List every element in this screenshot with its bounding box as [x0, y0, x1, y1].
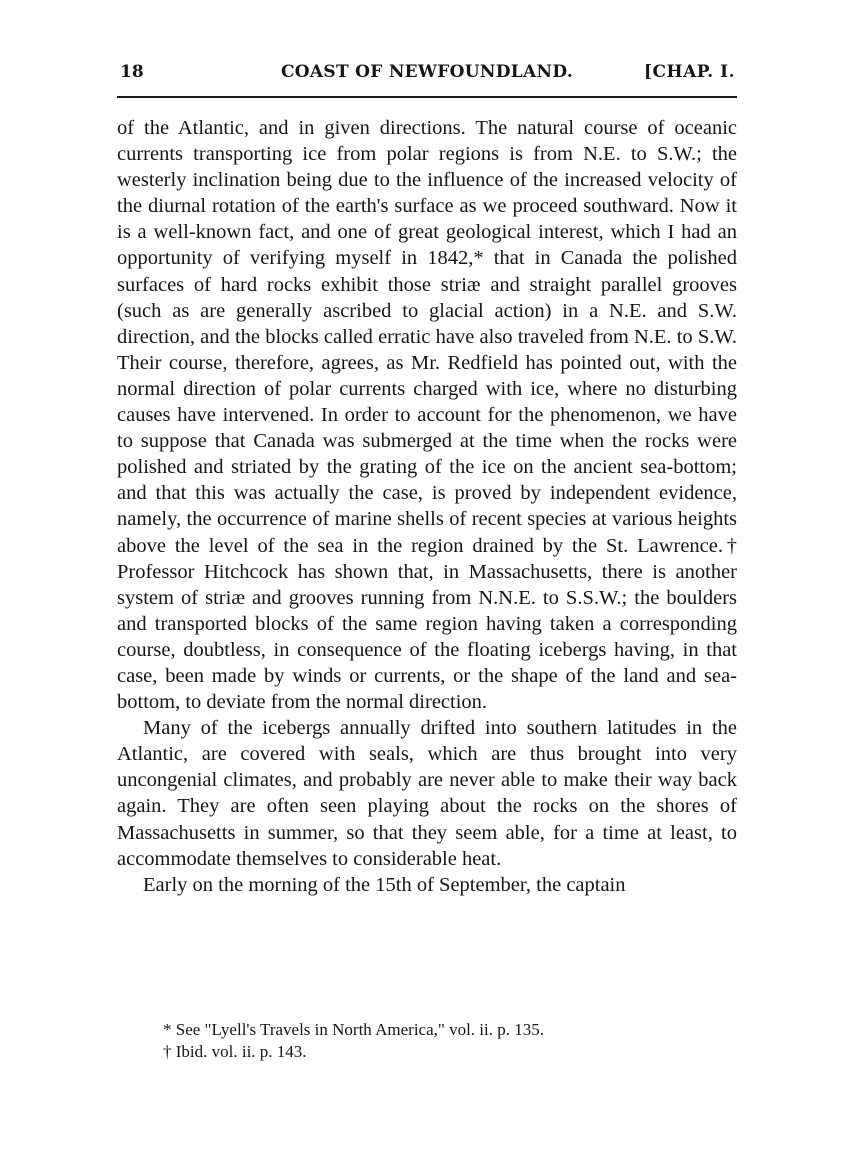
header-rule — [117, 96, 737, 98]
running-title: COAST OF NEWFOUNDLAND. — [280, 62, 574, 82]
chapter-label: [CHAP. I. — [643, 62, 735, 82]
paragraph-3: Early on the morning of the 15th of September, the captain — [143, 873, 626, 896]
body-text — [117, 115, 737, 898]
paragraph-2: Many of the icebergs annually drifted into southern latitudes in the Atlantic, are covered with seals, which are thus brought into very uncongenial climates, and probably are never able to make their way back again. They are often seen playing about the rocks on the shores of Massachusetts in summer, so that they seem able, for a time at least, to accommodate themselves to considerable heat. — [117, 717, 737, 870]
footnote-2: † Ibid. vol. ii. p. 143. — [163, 1042, 307, 1061]
footnotes — [117, 1019, 737, 1063]
footnote-1: * See "Lyell's Travels in North America," vol. ii. p. 135. — [163, 1020, 544, 1039]
page-number: 18 — [120, 62, 144, 82]
paragraph-1: of the Atlantic, and in given directions. The natural course of oceanic currents transporting ice from polar regions is from N.E. to S.W.; the westerly inclination being due to the influence of the increased velocity of the diurnal rotation of the earth's surface as we proceed southward. Now it is a well-known fact, and one of great geological interest, which I had an opportunity of verifying myself in 1842,* that in Canada the polished surfaces of hard rocks exhibit those striæ and straight parallel grooves (such as are generally ascribed to glacial action) in a N.E. and S.W. direction, and the blocks called erratic have also traveled from N.E. to S.W. Their course, therefore, agrees, as Mr. Redfield has pointed out, with the normal direction of polar currents charged with ice, where no disturbing causes have intervened. In order to account for the phenomenon, we have to suppose that Canada was submerged at the time when the rocks were polished and striated by the grating of the ice on the ancient sea-bottom; and that this was actually the case, is proved by independent evidence, namely, the occurrence of marine shells of recent species at various heights above the level of the sea in the region drained by the St. Lawrence.† Professor Hitchcock has shown that, in Massachusetts, there is another system of striæ and grooves running from N.N.E. to S.S.W.; the boulders and transported blocks of the same region having taken a corresponding course, doubtless, in consequence of the floating icebergs having, in that case, been made by winds or currents, or the shape of the land and sea-bottom, to deviate from the normal direction. — [117, 117, 737, 714]
running-header — [117, 62, 737, 92]
